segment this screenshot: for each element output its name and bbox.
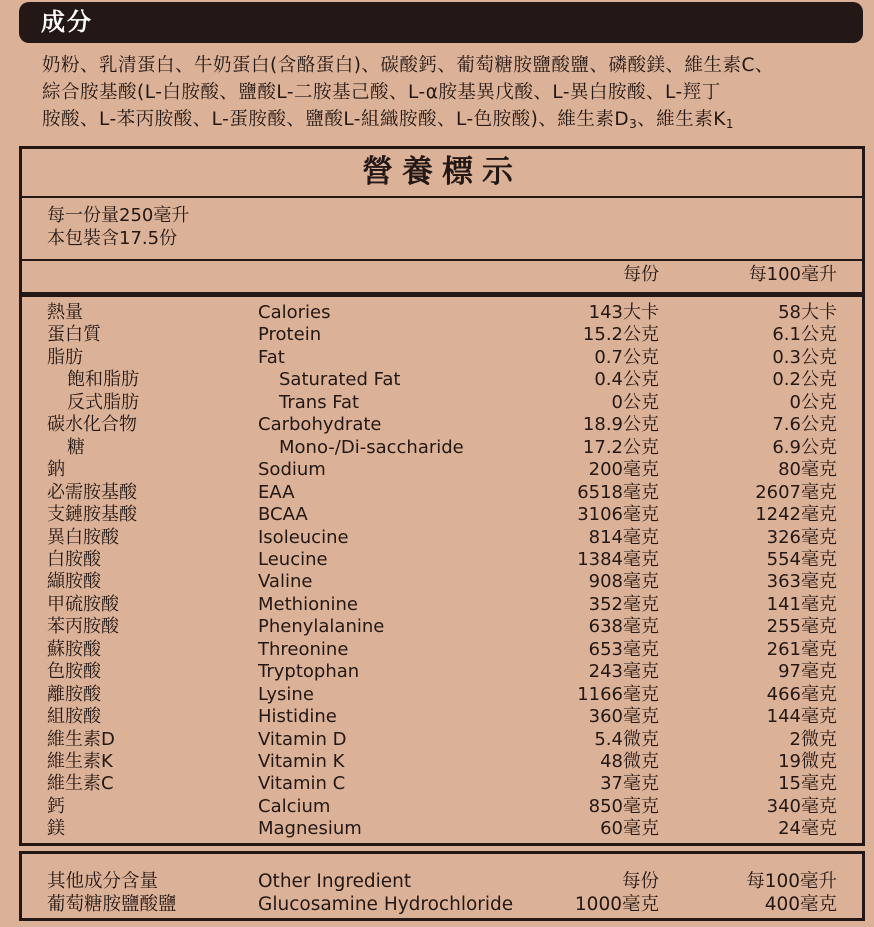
value-per-100ml: 24毫克 — [778, 818, 837, 840]
nutrient-name-cn: 苯丙胺酸 — [47, 616, 119, 638]
value-per-100ml: 0公克 — [789, 391, 837, 413]
serving-size: 每一份量250毫升 — [47, 205, 190, 226]
nutrient-name-cn: 鈉 — [47, 459, 65, 481]
ingredients-header — [19, 2, 863, 43]
nutrient-name-cn: 蛋白質 — [47, 324, 101, 346]
value-per-serving: 17.2公克 — [582, 436, 659, 458]
ingredients-line-1: 奶粉、乳清蛋白、牛奶蛋白(含酪蛋白)、碳酸鈣、葡萄糖胺鹽酸鹽、磷酸鎂、維生素C、 — [42, 55, 774, 76]
nutrient-name-en: Histidine — [258, 706, 337, 728]
table-row — [22, 773, 862, 796]
value-per-serving: 638毫克 — [588, 616, 659, 638]
nutrient-name-en: BCAA — [258, 504, 308, 526]
nutrient-name-en: Trans Fat — [279, 391, 360, 413]
value-per-serving: 0.7公克 — [594, 346, 659, 368]
other-cn-title: 其他成分含量 — [47, 871, 159, 892]
nutrient-name-cn: 維生素D — [47, 728, 115, 750]
nutrient-name-cn: 鈣 — [47, 795, 65, 817]
nutrient-name-en: Sodium — [258, 459, 326, 481]
table-row — [22, 459, 862, 482]
table-row — [22, 893, 862, 916]
table-row — [22, 482, 862, 505]
value-per-serving: 0公克 — [611, 391, 659, 413]
nutrient-name-cn: 組胺酸 — [47, 706, 101, 728]
nutrient-name-en: Calories — [258, 302, 331, 323]
table-row — [22, 661, 862, 684]
table-row — [22, 706, 862, 729]
value-per-serving: 200毫克 — [588, 459, 659, 481]
value-per-100ml: 80毫克 — [778, 459, 837, 481]
column-header-per-100ml: 每100毫升 — [748, 264, 837, 285]
other-row-per-serving: 1000毫克 — [574, 894, 659, 915]
other-row-cn: 葡萄糖胺鹽酸鹽 — [47, 894, 177, 915]
value-per-100ml: 1242毫克 — [755, 504, 837, 526]
table-row — [22, 324, 862, 347]
value-per-serving: 3106毫克 — [577, 504, 659, 526]
table-row — [22, 571, 862, 594]
table-row — [22, 504, 862, 527]
nutrient-name-cn: 鎂 — [47, 818, 65, 840]
ingredients-line-2: 綜合胺基酸(L-白胺酸、鹽酸L-二胺基己酸、L-α胺基異戊酸、L-異白胺酸、L-羥丁 — [42, 82, 721, 103]
column-header-per-serving: 每份 — [623, 264, 659, 285]
other-row-en: Glucosamine Hydrochloride — [258, 894, 514, 915]
nutrient-name-en: Saturated Fat — [279, 369, 401, 391]
value-per-100ml: 0.2公克 — [772, 369, 837, 391]
nutrient-name-cn: 維生素K — [47, 751, 113, 772]
value-per-100ml: 141毫克 — [766, 593, 837, 615]
value-per-100ml: 15毫克 — [778, 773, 837, 795]
nutrition-title: 營養標示 — [362, 154, 522, 190]
value-per-serving: 143大卡 — [588, 302, 659, 323]
nutrient-name-en: Calcium — [258, 795, 331, 817]
table-row — [22, 639, 862, 662]
nutrient-name-cn: 白胺酸 — [47, 548, 101, 570]
value-per-100ml: 326毫克 — [766, 526, 837, 548]
other-col-per-100ml: 每100毫升 — [746, 871, 837, 892]
nutrient-name-en: Carbohydrate — [258, 414, 382, 436]
value-per-serving: 0.4公克 — [594, 369, 659, 391]
servings-per-pack: 本包裝含17.5份 — [47, 228, 178, 249]
value-per-serving: 60毫克 — [600, 818, 659, 840]
nutrient-name-cn: 熱量 — [47, 302, 83, 323]
ingredients-header-title: 成分 — [41, 8, 93, 36]
value-per-serving: 360毫克 — [588, 706, 659, 728]
value-per-100ml: 6.1公克 — [772, 324, 837, 346]
nutrient-name-en: Lysine — [258, 683, 314, 705]
value-per-serving: 814毫克 — [588, 526, 659, 548]
value-per-100ml: 97毫克 — [778, 661, 837, 683]
serving-info — [47, 204, 189, 250]
nutrient-name-cn: 脂肪 — [47, 346, 83, 368]
value-per-serving: 6518毫克 — [577, 481, 659, 503]
nutrient-name-en: Vitamin C — [258, 773, 346, 795]
nutrient-name-en: Mono-/Di-saccharide — [279, 436, 464, 458]
nutrient-name-cn: 甲硫胺酸 — [47, 593, 119, 615]
nutrient-name-cn: 蘇胺酸 — [47, 638, 101, 660]
nutrient-name-en: Threonine — [258, 638, 349, 660]
value-per-100ml: 7.6公克 — [772, 414, 837, 436]
value-per-serving: 1166毫克 — [577, 683, 659, 705]
nutrient-name-cn: 離胺酸 — [47, 683, 101, 705]
nutrient-name-en: Magnesium — [258, 818, 362, 840]
nutrition-facts-table — [19, 146, 865, 846]
nutrient-name-cn: 色胺酸 — [47, 661, 101, 683]
value-per-serving: 908毫克 — [588, 571, 659, 593]
value-per-serving: 352毫克 — [588, 593, 659, 615]
value-per-serving: 243毫克 — [588, 661, 659, 683]
table-row — [22, 796, 862, 819]
value-per-serving: 18.9公克 — [582, 414, 659, 436]
table-row — [22, 392, 862, 415]
nutrient-name-cn: 纈胺酸 — [47, 571, 101, 593]
nutrient-name-en: EAA — [258, 481, 295, 503]
value-per-100ml: 466毫克 — [766, 683, 837, 705]
ingredients-line-3: 胺酸、L-苯丙胺酸、L-蛋胺酸、鹽酸L-組織胺酸、L-色胺酸)、維生素$D_3$、維生素$K_1$ — [42, 109, 735, 131]
value-per-serving: 5.4微克 — [594, 728, 659, 750]
divider — [22, 259, 862, 261]
value-per-serving: 653毫克 — [588, 638, 659, 660]
value-per-100ml: 261毫克 — [766, 638, 837, 660]
table-row — [22, 302, 862, 325]
value-per-100ml: 363毫克 — [766, 571, 837, 593]
table-row — [22, 414, 862, 437]
value-per-serving: 850毫克 — [588, 795, 659, 817]
value-per-serving: 15.2公克 — [582, 324, 659, 346]
value-per-100ml: 6.9公克 — [772, 436, 837, 458]
nutrient-name-en: Vitamin K — [258, 751, 345, 772]
value-per-100ml: 2微克 — [789, 728, 837, 750]
table-row — [22, 751, 862, 774]
other-col-per-serving: 每份 — [621, 871, 659, 892]
nutrient-name-cn: 碳水化合物 — [47, 414, 137, 436]
value-per-100ml: 255毫克 — [766, 616, 837, 638]
table-row — [22, 527, 862, 550]
ingredients-text — [42, 52, 852, 133]
table-row — [22, 616, 862, 639]
nutrient-name-cn: 支鏈胺基酸 — [47, 504, 137, 526]
divider-thick — [22, 292, 862, 297]
nutrient-name-cn: 糖 — [67, 436, 85, 458]
nutrient-name-en: Fat — [258, 346, 285, 368]
nutrient-name-en: Protein — [258, 324, 322, 346]
nutrient-name-en: Leucine — [258, 548, 328, 570]
divider — [22, 196, 862, 198]
value-per-serving: 1384毫克 — [577, 548, 659, 570]
other-header-row — [22, 870, 862, 893]
value-per-100ml: 554毫克 — [766, 548, 837, 570]
nutrient-name-cn: 反式脂肪 — [67, 391, 139, 413]
nutrient-name-en: Tryptophan — [258, 661, 360, 683]
value-per-100ml: 2607毫克 — [755, 481, 837, 503]
nutrient-name-en: Methionine — [258, 593, 358, 615]
nutrient-name-en: Vitamin D — [258, 728, 347, 750]
table-row — [22, 437, 862, 460]
value-per-100ml: 340毫克 — [766, 795, 837, 817]
nutrient-name-cn: 維生素C — [47, 773, 114, 795]
other-ingredients-table — [19, 851, 865, 921]
other-row-per-100ml: 400毫克 — [764, 894, 837, 915]
nutrient-name-en: Isoleucine — [258, 526, 349, 548]
table-row — [22, 369, 862, 392]
value-per-100ml: 144毫克 — [766, 706, 837, 728]
table-row — [22, 729, 862, 752]
table-row — [22, 549, 862, 572]
nutrient-name-cn: 異白胺酸 — [47, 526, 119, 548]
nutrient-name-en: Phenylalanine — [258, 616, 385, 638]
table-row — [22, 594, 862, 617]
nutrient-name-cn: 必需胺基酸 — [47, 481, 137, 503]
value-per-100ml: 19微克 — [778, 751, 837, 772]
value-per-100ml: 58大卡 — [778, 302, 837, 323]
value-per-serving: 48微克 — [600, 751, 659, 772]
table-row — [22, 818, 862, 841]
value-per-100ml: 0.3公克 — [772, 346, 837, 368]
table-row — [22, 347, 862, 370]
other-en-title: Other Ingredient — [258, 871, 412, 892]
nutrient-name-en: Valine — [258, 571, 313, 593]
nutrient-name-cn: 飽和脂肪 — [67, 369, 139, 391]
table-row — [22, 684, 862, 707]
value-per-serving: 37毫克 — [600, 773, 659, 795]
